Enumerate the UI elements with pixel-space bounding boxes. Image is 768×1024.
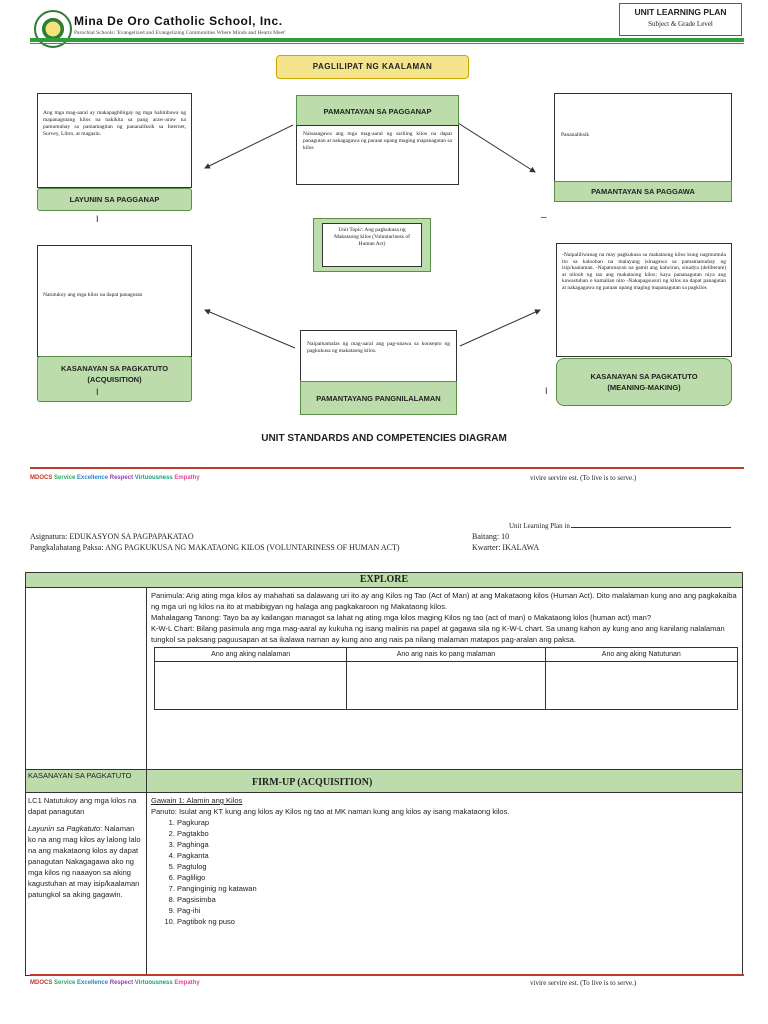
kilos-item: 1. Pagkurap [177,817,738,828]
layunin-box [37,93,192,188]
value-respect-1: Respect [109,475,134,481]
pangnilalaman-label-text: PAMANTAYANG PANGNILALAMAN [316,393,441,403]
firmup-row [26,792,742,975]
mark-i-3: I [545,386,548,396]
value-service-1: Service [54,475,76,481]
layunin-block [28,823,144,900]
explore-header: EXPLORE [26,573,742,588]
grade-line: Baitang: 10 [472,532,510,541]
core-values-1 [30,475,200,481]
kwl-header-want: Ano ang nais ko pang malaman [347,648,545,662]
paggawa-text: Pananaliksik [561,132,590,138]
mahalagang-tanong: Mahalagang Tanong: Tayo ba ay kailangan managot sa lahat ng ating mga kilos maging Kilos ng tao (act of man) o Makataong kilos (human act) man? [151,613,652,622]
lesson-table [25,572,743,976]
value-mdocs-2: MDOCS [30,980,53,986]
kilos-item: 7. Panginginig ng katawan [177,883,738,894]
value-virtuousness-2: Virtuousness [134,980,173,986]
mark-i-2: I [96,387,99,397]
firmup-title: FIRM-UP (ACQUISITION) [147,770,742,792]
meaning-label [556,358,732,406]
ulp-in-line [509,522,731,530]
kilos-item: 4. Pagkanta [177,850,738,861]
kilos-item: 3. Paghinga [177,839,738,850]
pamantayan-pagganap-box [296,125,459,185]
kilos-item: 5. Pagtulog [177,861,738,872]
plan-title: UNIT LEARNING PLAN [634,7,727,17]
kwl-chart [154,647,738,710]
meaning-text: -Naipaliliwanag na may pagkukusa sa makataong kilos kung nagmumula ito sa kalooban na malayang isinagawa sa pamamatnubay ng isip/kaalaman. -Napatunayan na gamit ang katwiran, sinadya (deliberate) at niloob ng tao ang makataong kilos; kaya pananagutan niya ang kawastuhan o kamalian nito -Nakapagsusuri ng kilos na dapat panagutan at nakagagawa ng paraan upang maging mapanagutan sa pagkilos [562,252,726,291]
arrow-to-acquisition [205,310,295,348]
kwl-header-learned: Ano ang aking Natutunan [545,648,737,662]
value-respect-2: Respect [109,980,134,986]
pamantayan-pagganap-label-text: PAMANTAYAN SA PAGGANAP [323,106,432,116]
plan-subtitle: Subject & Grade Level [648,20,713,28]
layunin-text: Ang mga mag-aaral ay makapagbibigay ng mga halimbawa ng mapanagutang kilos na nakikita sa pang araw-araw na pamumuhay sa pamamagitan ng pananaliksik sa Internet, Survey, Libro, at magasin. [43,110,186,137]
value-service-2: Service [54,980,76,986]
unit-topic-box [313,218,431,272]
meaning-label-text: KASANAYAN SA PAGKATUTO (MEANING-MAKING) [590,372,698,392]
kilos-item: 8. Pagsisimba [177,894,738,905]
pangnilalaman-label [300,381,457,415]
kwl-intro: K-W-L Chart: Bilang pasimula ang mga mag-aaral ay kukuha ng isang malinis na papel at gagawa sila ng K-W-L chart. Sa unang kahon ay kung ano ang kanilang nalalaman tungkol sa paksang paguusapan at sa ikalawa naman ay kung ano ang nais pa nilang malaman matapos pag-aralan ang paksa. [151,624,725,644]
mark-i-1: I [96,214,99,224]
subject-line: Asignatura: EDUKASYON SA PAGPAPAKATAO [30,532,194,541]
gawain-title: Gawain 1: Alamin ang Kilos [151,796,243,805]
kilos-item: 6. Pagliligo [177,872,738,883]
acquisition-label [37,356,192,402]
ulp-in-blank [571,527,731,528]
value-empathy-1: Empathy [174,475,200,481]
value-empathy-2: Empathy [174,980,200,986]
layunin-sa-pagkatuto-label: Layunin sa Pagkatuto [28,824,101,833]
pangnilalaman-box [300,330,457,382]
motto-2: vivire servire est. (To live is to serve.) [530,979,637,987]
panimula-text: Panimula: Ang ating mga kilos ay mahahati sa dalawang uri ito ay ang Kilos ng Tao (Act of Man) at ang Makataong kilos (Human Act). Dito malalaman kung ano ang pagkakaiba ng mga uri ng kilos na ito at mabibigyan ng halaga ang pagkakaroon ng Makataong kilos. [151,591,737,611]
acquisition-text: Natutukoy ang mga kilos na dapat panagutan [43,292,143,298]
kilos-item: 9. Pag-ihi [177,905,738,916]
acquisition-box [37,245,192,357]
value-mdocs-1: MDOCS [30,475,53,481]
kwl-cell-want[interactable] [347,662,545,710]
quarter-line: Kwarter: IKALAWA [472,543,540,552]
kwl-cell-know[interactable] [155,662,347,710]
layunin-label: LAYUNIN SA PAGGANAP [37,188,192,211]
mark-dash: – [541,212,547,223]
pamantayan-pagganap-text: Naisasagawa ang mga mag-aaral ng sariling kilos na dapat panagutan at nakagagawa ng paraan upang maging mapanagutan sa kilos [303,131,452,151]
value-excellence-1: Excellence [77,475,109,481]
diagram-caption: UNIT STANDARDS AND COMPETENCIES DIAGRAM [261,433,507,444]
ulp-in-label: Unit Learning Plan in [509,522,570,530]
footer-rule-2 [30,974,744,976]
motto-1: vivire servire est. (To live is to serve.) [530,474,637,482]
explore-left-cell [26,588,147,769]
pangnilalaman-text: Naipamamalas ng mag-aaral ang pag-unawa sa konsepto ng pagkukusa ng makataong kilos. [307,341,450,354]
layunin-sa-pagkatuto-text: : Nalaman ko na ang mag kilos ay lalong lalo na ang makataong kilos ay dapat panagutan Nakagagawa ako ng mga kilos ng naaayon sa aking kagustuhan at may isip/kaalaman patungkol sa aking gagawin. [28,824,141,899]
diagram-title: PAGLILIPAT NG KAALAMAN [276,55,469,79]
paggawa-box [554,93,732,183]
kwl-cell-learned[interactable] [545,662,737,710]
topic-line: Pangkalahatang Paksa: ANG PAGKUKUSA NG MAKATAONG KILOS (VOLUNTARINESS OF HUMAN ACT) [30,543,400,552]
kasanayan-label: KASANAYAN SA PAGKATUTO [26,770,147,792]
pamantayan-pagganap-label [296,95,459,127]
school-name: Mina De Oro Catholic School, Inc. [74,14,283,28]
kilos-list [151,817,738,927]
firmup-header-row [26,770,742,792]
paggawa-label: PAMANTAYAN SA PAGGAWA [554,181,732,202]
kilos-item: 2. Pagtakbo [177,828,738,839]
arrow-to-paggawa [458,123,535,172]
kwl-header-know: Ano ang aking nalalaman [155,648,347,662]
explore-row [26,588,742,770]
footer-rule-1 [30,467,744,469]
firmup-content [147,793,742,975]
lc1-text: LC1 Natutukoy ang mga kilos na dapat panagutan [28,796,137,816]
meaning-box [556,243,732,357]
unit-topic-text: Unit Topic: Ang pagkukusa ng Makataong kilos (Voluntariness of Human Act) [334,227,410,247]
arrow-to-meaning [460,310,540,346]
panuto-text: Panuto: Isulat ang KT kung ang kilos ay Kilos ng tao at MK naman kung ang kilos ay isang makataong kilos. [151,807,510,816]
kilos-item: 10. Pagtibok ng puso [177,916,738,927]
arrow-to-layunin [205,125,293,168]
core-values-2 [30,980,200,986]
acquisition-label-text: KASANAYAN SA PAGKATUTO (ACQUISITION) [60,364,169,384]
firmup-left-cell [26,793,147,975]
value-excellence-2: Excellence [77,980,109,986]
value-virtuousness-1: Virtuousness [134,475,173,481]
school-tagline: Parochial Schools: 'Evangelized and Evangelizing Communities Where Minds and Hearts Meet' [74,30,286,36]
explore-content [147,588,742,769]
